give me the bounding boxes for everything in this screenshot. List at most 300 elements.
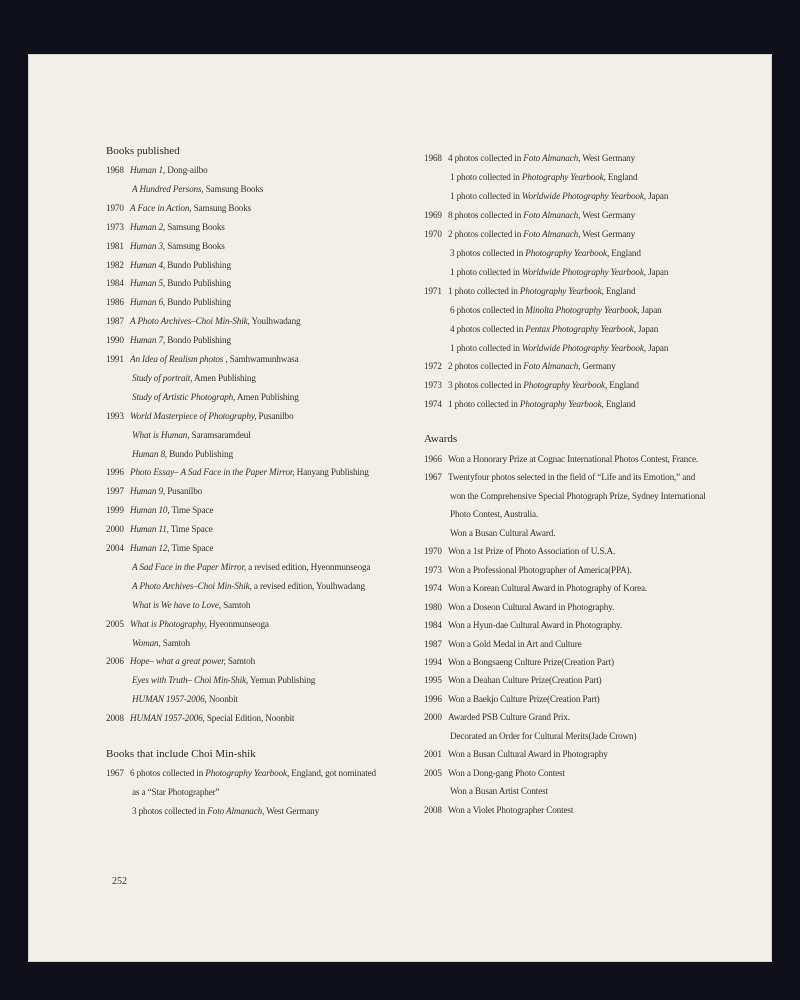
entry-pre: 3 photos collected in: [448, 380, 524, 391]
entry-rest: West Germany: [580, 153, 636, 163]
entry-rest: West Germany: [264, 806, 320, 816]
entry-text: Won a Deahan Culture Prize(Creation Part): [448, 675, 602, 686]
list-item: [424, 694, 600, 704]
entry-title: A Photo Archives–Choi Min-Shik,: [132, 580, 252, 591]
entry-year: 1970: [106, 202, 124, 213]
entry-title: What is Photography,: [130, 618, 207, 629]
entry-text: [448, 639, 582, 649]
entry-text: [130, 713, 294, 723]
entry-text: Twentyfour photos selected in the field of “Life and its Emotion,” and: [448, 472, 696, 483]
entry-pre: 1 photo collected in: [450, 342, 522, 353]
entry-pre: 2 photos collected in: [448, 361, 524, 372]
entry-year: 1999: [106, 505, 124, 516]
entry-rest: Pusanilbo: [256, 410, 294, 421]
entry-title: Human 4,: [130, 259, 166, 270]
entry-text: [130, 486, 202, 496]
entry-pre: 2 photos collected in: [448, 228, 524, 239]
entry-text: [130, 619, 269, 629]
entry-text: [130, 467, 369, 477]
entry-title: Photography Yearbook,: [519, 285, 604, 296]
entry-pre: 1 photo collected in: [450, 190, 522, 201]
entry-title: HUMAN 1957-2006,: [132, 694, 207, 705]
list-item: [424, 528, 555, 538]
entry-text: [132, 581, 365, 591]
entry-text: [448, 712, 570, 722]
entry-title: Human 12,: [130, 543, 170, 553]
list-item: [424, 768, 565, 778]
list-item: [106, 222, 225, 232]
awards-heading: Awards: [424, 433, 458, 445]
entry-title: World Masterpiece of Photography,: [130, 410, 257, 421]
entry-text: Won a Dong-gang Photo Contest: [448, 767, 565, 778]
entry-title: Photography Yearbook,: [521, 171, 606, 182]
entry-rest: Germany: [580, 361, 616, 372]
entry-pre: 8 photos collected in: [448, 209, 524, 220]
entry-text: [448, 210, 635, 220]
entry-year: 1973: [106, 221, 124, 232]
entry-year: 2006: [106, 656, 124, 667]
entry-text: Won a Baekjo Culture Prize(Creation Part): [448, 693, 600, 704]
entry-text: [448, 546, 615, 556]
entry-text: [132, 675, 315, 685]
entry-title: Foto Almanach,: [523, 153, 581, 163]
list-item: [106, 524, 213, 534]
entry-text: [132, 449, 233, 459]
entry-text: [130, 316, 301, 326]
list-item: [424, 620, 622, 630]
entry-pre: 3 photos collected in: [450, 247, 526, 258]
entry-year: 1991: [106, 354, 124, 364]
entry-pre: 1 photo collected in: [450, 266, 522, 277]
entry-text: [448, 583, 647, 593]
entry-rest: Time Space: [169, 505, 214, 516]
entry-text: [132, 373, 256, 383]
list-item: [424, 675, 602, 685]
entry-pre: 1 photo collected in: [450, 171, 522, 182]
entry-text: [448, 454, 698, 464]
list-item: [424, 731, 636, 741]
list-item: [106, 297, 231, 307]
entry-text: [448, 602, 614, 612]
entry-text: Won a Busan Artist Contest: [450, 786, 548, 797]
entry-text: Won a Professional Photographer of America(PPA).: [448, 564, 632, 575]
entry-year: 1974: [424, 399, 442, 410]
entry-text: [130, 768, 376, 778]
entry-text: [448, 399, 635, 409]
entry-text: [130, 335, 231, 345]
list-item: [424, 805, 573, 815]
entry-title: A Hundred Persons,: [132, 183, 204, 194]
entry-text: [130, 411, 293, 421]
entry-rest: England: [603, 285, 636, 296]
entry-year: 1996: [424, 693, 442, 704]
entry-year: 2005: [106, 618, 124, 629]
entry-rest: Bondo Publishing: [165, 335, 231, 346]
entry-rest: England: [605, 171, 638, 182]
entry-text: [448, 749, 608, 759]
list-item: [424, 305, 662, 315]
list-item: [424, 324, 658, 334]
entry-year: 1970: [424, 546, 442, 557]
entry-year: 1995: [424, 675, 442, 686]
entry-rest: Samtoh: [220, 599, 251, 610]
list-item: [424, 454, 698, 464]
entry-title: Woman,: [132, 637, 161, 648]
entry-title: Foto Almanach,: [523, 209, 581, 220]
entry-rest: Saramsaramdeul: [189, 429, 251, 440]
entry-text: [450, 343, 668, 353]
entry-rest: Hanyang Publishing: [294, 467, 369, 478]
entry-text: [130, 656, 255, 666]
entry-year: 2004: [106, 543, 124, 553]
list-item: [106, 373, 256, 383]
list-item: [424, 786, 548, 796]
list-item: [106, 787, 219, 797]
entry-text: [450, 248, 641, 258]
list-item: [106, 260, 231, 270]
entry-text: [132, 392, 299, 402]
entry-title: Human 3,: [130, 240, 166, 251]
list-item: [106, 392, 299, 402]
entry-text: [132, 806, 319, 816]
entry-rest: England: [609, 247, 641, 258]
entry-year: 1993: [106, 410, 124, 421]
entry-pre: 4 photos collected in: [450, 323, 526, 334]
list-item: [424, 657, 614, 667]
list-item: [424, 153, 635, 163]
entry-title: What is Human,: [132, 429, 190, 440]
entry-title: Human 9,: [130, 486, 166, 497]
entry-title: Worldwide Photography Yearbook,: [521, 190, 646, 201]
entry-rest: Samsung Books: [203, 183, 264, 194]
entry-title: A Sad Face in the Paper Mirror,: [132, 561, 247, 572]
entry-rest: Yemun Publishing: [248, 675, 316, 686]
entry-text: [450, 267, 668, 277]
list-item: [106, 768, 376, 778]
entry-title: Worldwide Photography Yearbook,: [521, 342, 646, 353]
entry-year: 1972: [424, 361, 442, 372]
list-item: [424, 343, 668, 353]
list-item: [424, 210, 635, 220]
list-item: [424, 267, 668, 277]
list-item: [424, 248, 641, 258]
books-published-heading: Books published: [106, 145, 180, 157]
entry-rest: Samsung Books: [165, 240, 225, 251]
entry-text: [448, 361, 616, 371]
list-item: [424, 509, 538, 519]
list-item: [424, 380, 639, 390]
list-item: [424, 191, 668, 201]
entry-text: Won a Gold Medal in Art and Culture: [448, 638, 582, 649]
entry-title: Human 7,: [130, 335, 166, 346]
entry-text: [132, 184, 263, 194]
list-item: [424, 565, 632, 575]
list-item: [424, 712, 570, 722]
list-item: [106, 335, 231, 345]
list-item: [106, 203, 251, 213]
entry-title: Hope– what a great power,: [130, 656, 226, 667]
entry-text: Photo Contest, Australia.: [450, 509, 539, 520]
entry-title: Minolta Photography Yearbook,: [525, 304, 640, 315]
list-item: [106, 619, 269, 629]
entry-pre: 1 photo collected in: [448, 399, 520, 410]
entry-text: [448, 620, 622, 630]
entry-year: 1982: [106, 259, 124, 270]
entry-text: [448, 694, 600, 704]
entry-year: 1986: [106, 297, 124, 308]
entry-rest: Japan: [645, 266, 669, 277]
entry-title: Study of Artistic Photograph,: [132, 391, 236, 402]
entry-text: Won a Doseon Cultural Award in Photography.: [448, 601, 615, 612]
entry-text: [130, 524, 213, 534]
entry-pre: 1 photo collected in: [448, 285, 520, 296]
entry-text: [450, 509, 538, 519]
entry-text: [130, 297, 231, 307]
list-item: [106, 656, 255, 666]
list-item: [106, 694, 238, 704]
list-item: [424, 229, 635, 239]
entry-year: 1969: [424, 209, 442, 220]
list-item: [106, 467, 369, 477]
entry-pre: 4 photos collected in: [448, 153, 524, 163]
list-item: [106, 543, 213, 553]
entry-text: [130, 278, 231, 288]
list-item: [424, 172, 637, 182]
list-item: [424, 546, 615, 556]
entry-title: Foto Almanach,: [523, 228, 581, 239]
entry-year: 1987: [106, 316, 124, 327]
entry-rest: Japan: [645, 190, 669, 201]
entry-year: 1971: [424, 285, 442, 296]
entry-rest: England: [607, 380, 639, 391]
entry-rest: Japan: [645, 342, 669, 353]
entry-title: What is We have to Love,: [132, 599, 221, 610]
entry-title: Pentax Photography Yearbook,: [525, 323, 636, 334]
books-include-heading: Books that include Choi Min-shik: [106, 748, 256, 760]
entry-title: Human 5,: [130, 278, 166, 289]
list-item: [106, 600, 250, 610]
entry-text: [132, 638, 190, 648]
entry-title: Human 11,: [130, 524, 169, 535]
entry-title: A Photo Archives–Choi Min-Shik,: [130, 316, 250, 327]
entry-year: 1967: [424, 472, 442, 483]
entry-text: [450, 305, 662, 315]
entry-text: [130, 505, 213, 515]
list-item: [106, 430, 251, 440]
entry-pre: 3 photos collected in: [132, 806, 208, 816]
entry-text: [448, 565, 632, 575]
entry-year: 2000: [106, 524, 124, 535]
page-number: 252: [112, 876, 127, 887]
entry-text: [130, 543, 213, 553]
list-item: [106, 165, 208, 175]
entry-title: Worldwide Photography Yearbook,: [521, 266, 646, 277]
entry-rest: Bundo Publishing: [165, 297, 231, 308]
entry-title: Human 2,: [130, 221, 166, 232]
entry-pre: 6 photos collected in: [130, 768, 206, 778]
entry-year: 1990: [106, 335, 124, 346]
entry-text: [132, 430, 251, 440]
entry-year: 2001: [424, 749, 442, 760]
list-item: [106, 713, 294, 723]
entry-text: [450, 731, 636, 741]
entry-text: [132, 787, 219, 797]
entry-year: 1973: [424, 380, 442, 391]
list-item: [424, 602, 614, 612]
entry-rest: West Germany: [580, 228, 636, 239]
entry-title: Human 6,: [130, 297, 166, 308]
entry-rest: Time Space: [168, 524, 213, 535]
entry-text: [448, 472, 695, 482]
entry-text: [130, 203, 251, 213]
entry-text: [448, 153, 635, 163]
entry-rest: a revised edition, Hyeonmunseoga: [246, 561, 371, 572]
entry-rest: Bundo Publishing: [167, 448, 233, 459]
entry-text: won the Comprehensive Special Photograph Prize, Sydney International: [450, 490, 706, 501]
entry-year: 2005: [424, 767, 442, 778]
list-item: [106, 241, 225, 251]
entry-rest: Hyeonmunseoga: [206, 618, 269, 629]
entry-text: Won a Honorary Prize at Cognac International Photos Contest, France.: [448, 454, 699, 464]
entry-title: Photography Yearbook,: [519, 399, 604, 410]
entry-rest: a revised edition, Youlhwadang: [251, 580, 365, 591]
book-page: [28, 54, 772, 962]
entry-year: 1968: [106, 165, 124, 175]
entry-year: 2008: [424, 804, 442, 815]
entry-title: Photography Yearbook,: [525, 247, 610, 258]
entry-title: Study of portrait,: [132, 372, 193, 383]
list-item: [106, 505, 213, 515]
entry-year: 1987: [424, 638, 442, 649]
entry-rest: England, got nominated: [289, 768, 376, 778]
list-item: [424, 491, 706, 501]
entry-rest: Pusanilbo: [165, 486, 203, 497]
entry-text: [450, 491, 706, 501]
entry-year: 2000: [424, 712, 442, 723]
entry-text: [132, 600, 250, 610]
entry-rest: Samtoh: [225, 656, 256, 667]
entry-text: [450, 786, 548, 796]
entry-text: [448, 657, 614, 667]
list-item: [106, 316, 301, 326]
entry-rest: Amen Publishing: [235, 391, 299, 402]
entry-text: [448, 675, 602, 685]
entry-title: Human 10,: [130, 505, 170, 516]
entry-title: Photography Yearbook,: [205, 768, 290, 778]
entry-text: [132, 562, 370, 572]
entry-rest: Bundo Publishing: [165, 278, 231, 289]
entry-text: [448, 286, 635, 296]
list-item: [106, 581, 365, 591]
list-item: [106, 449, 233, 459]
entry-text: Won a Hyun-dae Cultural Award in Photography.: [448, 620, 623, 631]
entry-year: 1996: [106, 467, 124, 478]
list-item: [106, 806, 319, 816]
entry-text: [448, 229, 635, 239]
entry-year: 1980: [424, 601, 442, 612]
entry-year: 1984: [424, 620, 442, 631]
entry-text: Awarded PSB Culture Grand Prix.: [448, 712, 570, 723]
entry-rest: England: [603, 399, 636, 410]
list-item: [106, 184, 263, 194]
list-item: [424, 361, 616, 371]
entry-rest: Noonbit: [206, 694, 238, 705]
entry-rest: Time Space: [169, 543, 214, 553]
entry-year: 1994: [424, 656, 442, 667]
entry-rest: Samtoh: [160, 637, 190, 648]
entry-title: A Face in Action,: [130, 202, 192, 213]
entry-year: 1984: [106, 278, 124, 289]
entry-rest: West Germany: [580, 209, 636, 220]
entry-rest: , Samhwamunhwasa: [223, 354, 299, 364]
entry-title: HUMAN 1957-2006,: [130, 713, 205, 724]
entry-rest: Japan: [635, 323, 659, 334]
entry-text: Decorated an Order for Cultural Merits(Jade Crown): [450, 730, 637, 741]
entry-text: [450, 528, 555, 538]
entry-title: Foto Almanach,: [523, 361, 581, 372]
list-item: [106, 278, 231, 288]
entry-title: An Idea of Realism photos: [130, 354, 224, 364]
entry-rest: Special Edition, Noonbit: [204, 713, 295, 724]
entry-rest: Japan: [639, 304, 662, 315]
list-item: [424, 472, 695, 482]
entry-rest: Youlhwadang: [249, 316, 301, 327]
entry-year: 1974: [424, 583, 442, 594]
entry-text: Won a Korean Cultural Award in Photography of Korea.: [448, 583, 648, 594]
entry-text: Won a Busan Cultural Award.: [450, 527, 556, 538]
list-item: [424, 749, 608, 759]
entry-year: 1970: [424, 228, 442, 239]
entry-text: Won a 1st Prize of Photo Association of U.S.A.: [448, 546, 616, 557]
entry-pre: 6 photos collected in: [450, 304, 526, 315]
entry-year: 1973: [424, 564, 442, 575]
entry-title: Eyes with Truth– Choi Min-Shik,: [132, 675, 249, 686]
entry-text: [130, 354, 299, 364]
list-item: [424, 583, 647, 593]
entry-text: [450, 324, 658, 334]
entry-text: [448, 805, 573, 815]
list-item: [106, 486, 202, 496]
entry-year: 1967: [106, 768, 124, 778]
list-item: [106, 562, 370, 572]
entry-rest: Samsung Books: [165, 221, 225, 232]
list-item: [106, 675, 315, 685]
entry-text: [448, 380, 639, 390]
entry-text: [130, 260, 231, 270]
list-item: [424, 639, 582, 649]
entry-title: Human 8,: [132, 448, 168, 459]
entry-text: [130, 165, 208, 175]
entry-year: 2008: [106, 713, 124, 724]
entry-text: [130, 241, 225, 251]
list-item: [106, 411, 293, 421]
list-item: [424, 286, 635, 296]
entry-text: [130, 222, 225, 232]
entry-year: 1966: [424, 454, 442, 464]
entry-text: Won a Bongsaeng Culture Prize(Creation Part): [448, 656, 614, 667]
entry-year: 1981: [106, 240, 124, 251]
entry-title: Photo Essay– A Sad Face in the Paper Mirror,: [130, 467, 295, 478]
entry-text: [132, 694, 238, 704]
entry-rest: Dong-ailbo: [165, 165, 208, 175]
list-item: [424, 399, 635, 409]
list-item: [106, 354, 299, 364]
entry-title: Human 1,: [130, 165, 166, 175]
entry-text: Won a Violet Photographer Contest: [448, 804, 574, 815]
entry-text: [448, 768, 565, 778]
entry-title: Foto Almanach,: [207, 806, 265, 816]
entry-rest: Samsung Books: [191, 202, 252, 213]
